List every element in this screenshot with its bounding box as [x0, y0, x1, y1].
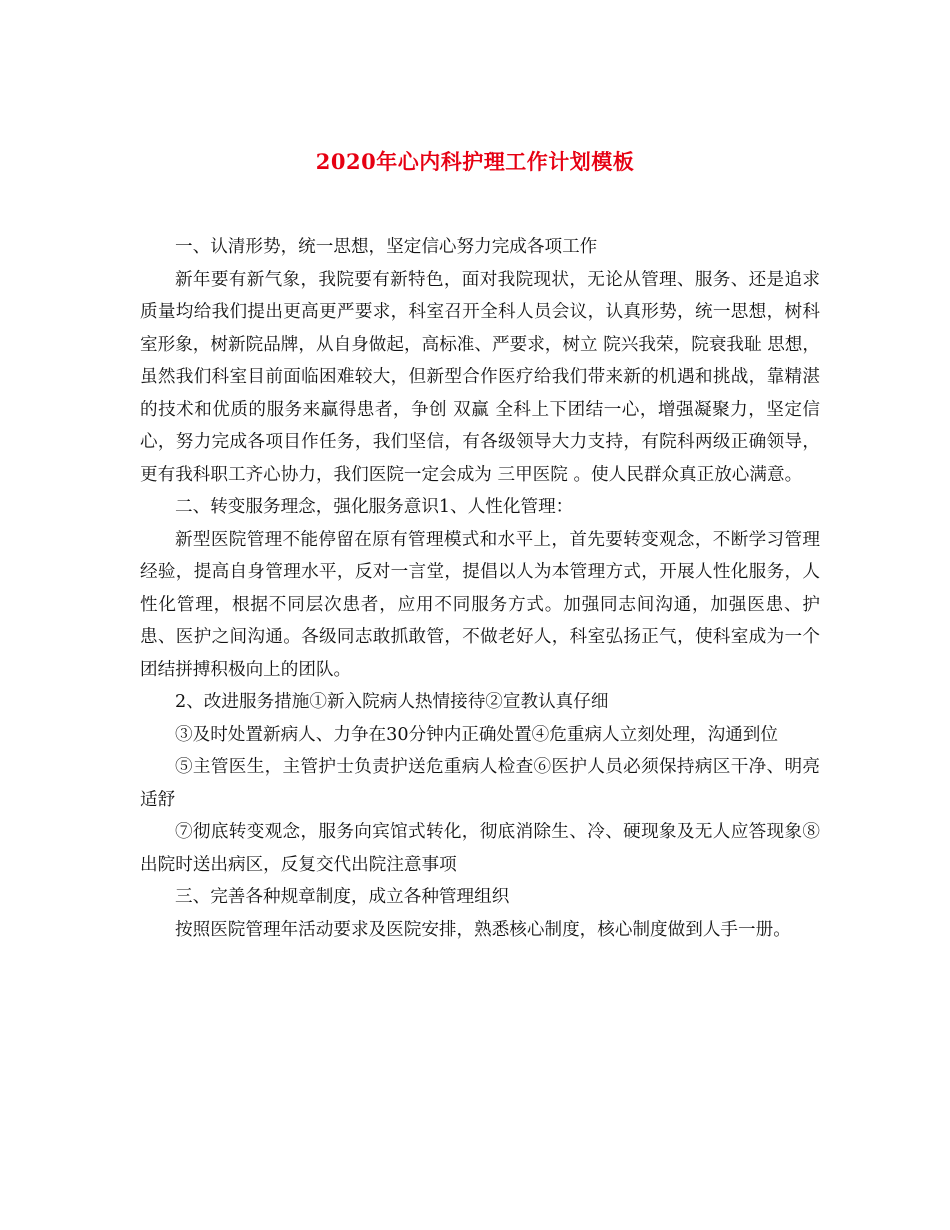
paragraph-measures-2: ③及时处置新病人、力争在30分钟内正确处置④危重病人立刻处理，沟通到位: [175, 724, 778, 745]
paragraph-section-1-heading: 一、认清形势，统一思想，坚定信心努力完成各项工作: [175, 237, 598, 257]
paragraph-section-2-heading: 二、转变服务理念，强化服务意识1、人性化管理：: [175, 497, 574, 517]
paragraph-section-2-body: 新型医院管理不能停留在原有管理模式和水平上，首先要转变观念，不断学习管理经验，提高自身管理水平，反对一言堂，提倡以人为本管理方式，开展人性化服务，人性化管理，根据不同层次患者，应用不同服务方式。加强同志间沟通，加强医患、护患、医护之间沟通。各级同志敢抓敢管，不做老好人，科室弘扬正气，使科室成为一个团结拼搏积极向上的团队。: [140, 529, 820, 680]
document-body: [140, 231, 820, 946]
paragraph-measures-4: ⑦彻底转变观念，服务向宾馆式转化，彻底消除生、冷、硬现象及无人应答现象⑧出院时送出病区，反复交代出院注意事项: [140, 822, 820, 875]
document-title: 2020年心内科护理工作计划模板: [315, 149, 635, 174]
paragraph-measures-3: ⑤主管医生，主管护士负责护送危重病人检查⑥医护人员必须保持病区干净、明亮适舒: [140, 757, 820, 810]
paragraph-section-3-heading: 三、完善各种规章制度，成立各种管理组织: [175, 887, 510, 907]
paragraph-section-3-body: 按照医院管理年活动要求及医院安排，熟悉核心制度，核心制度做到人手一册。: [175, 919, 791, 940]
paragraph-section-1-body: 新年要有新气象，我院要有新特色，面对我院现状，无论从管理、服务、还是追求质量均给我们提出更高更严要求，科室召开全科人员会议，认真形势，统一思想，树科室形象，树新院品牌，从自身做起，高标准、严要求，树立 院兴我荣，院衰我耻 思想，虽然我们科室目前面临困难较大，但新型合作医疗给我们带来新的机遇和挑战，靠精湛的技术和优质的服务来赢得患者，争创 双赢 全科上下团结一心，增强凝聚力，坚定信心，努力完成各项目作任务，我们坚信，有各级领导大力支持，有院科两级正确领导，更有我科职工齐心协力，我们医院一定会成为 三甲医院 。使人民群众真正放心满意。: [140, 269, 820, 485]
paragraph-measures-1: 2、改进服务措施①新入院病人热情接待②宣教认真仔细: [175, 692, 609, 712]
